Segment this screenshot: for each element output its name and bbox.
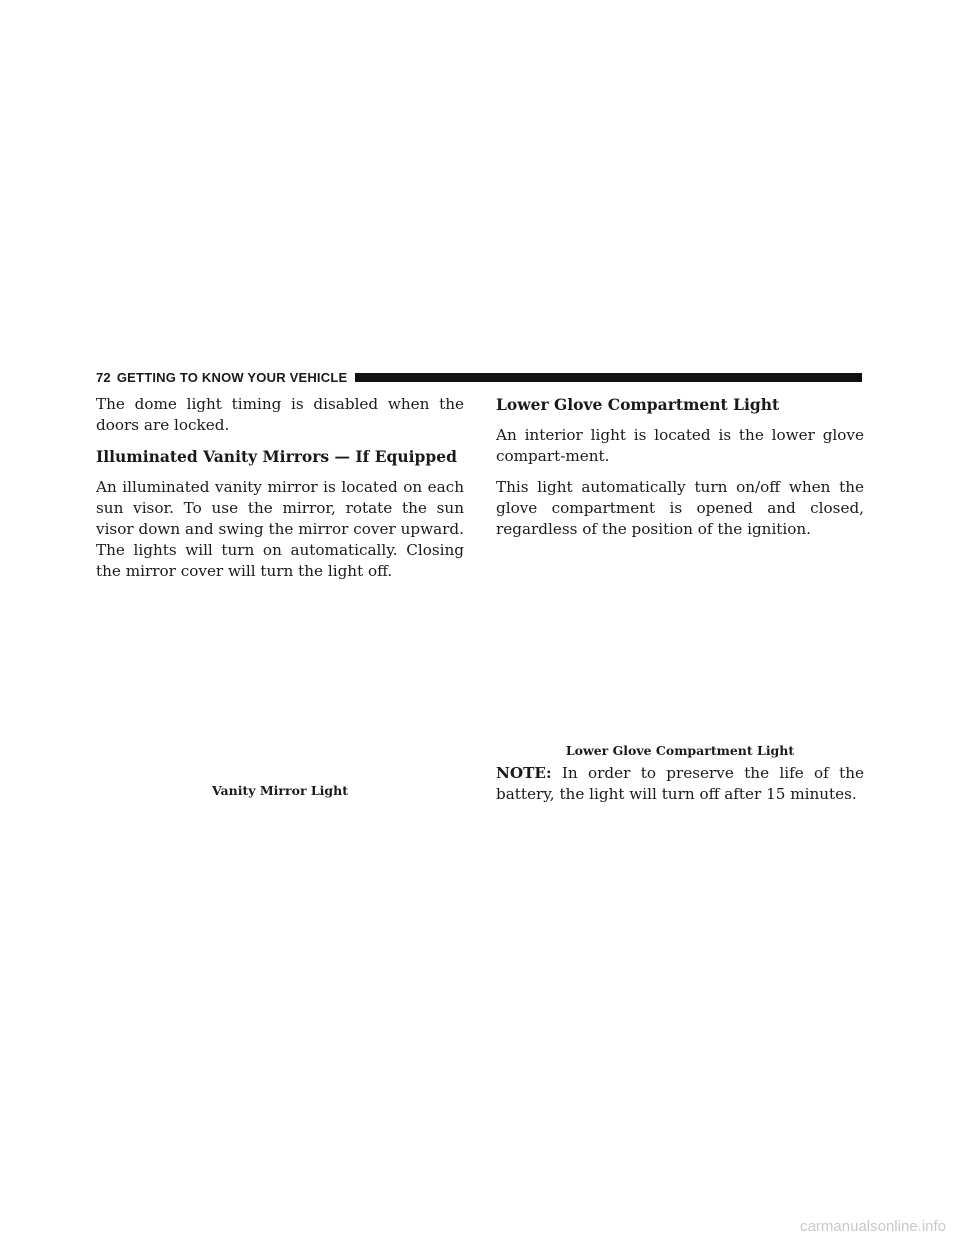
vanity-mirrors-paragraph: An illuminated vanity mirror is located on each sun visor. To use the mirror, rotate the sun visor down and swing the mirror cover upward. The lights will turn on automatically. Closing the mirror cover will turn the light off. bbox=[96, 478, 464, 580]
dome-light-paragraph: The dome light timing is disabled when the doors are locked. bbox=[96, 395, 464, 434]
note-label: NOTE: bbox=[496, 764, 552, 782]
vanity-mirror-caption: Vanity Mirror Light bbox=[211, 783, 349, 798]
header-rule bbox=[355, 373, 862, 382]
right-column bbox=[496, 394, 864, 550]
glove-light-paragraph-1: An interior light is located is the lower glove compart-ment. bbox=[496, 426, 864, 465]
left-column bbox=[96, 394, 464, 592]
vanity-mirrors-heading: Illuminated Vanity Mirrors — If Equipped bbox=[96, 447, 457, 466]
battery-note bbox=[496, 763, 864, 805]
page-header bbox=[96, 368, 862, 386]
glove-light-heading: Lower Glove Compartment Light bbox=[496, 395, 780, 414]
watermark: carmanualsonline.info bbox=[800, 1218, 946, 1235]
glove-light-caption: Lower Glove Compartment Light bbox=[565, 743, 795, 758]
note-paragraph bbox=[496, 763, 864, 805]
glove-light-paragraph-2: This light automatically turn on/off when the glove compartment is opened and closed, regardless of the position of the ignition. bbox=[496, 478, 864, 538]
section-title: GETTING TO KNOW YOUR VEHICLE bbox=[116, 369, 348, 385]
page-number: 72 bbox=[96, 369, 111, 385]
note-text: In order to preserve the life of the battery, the light will turn off after 15 minutes. bbox=[496, 764, 864, 803]
